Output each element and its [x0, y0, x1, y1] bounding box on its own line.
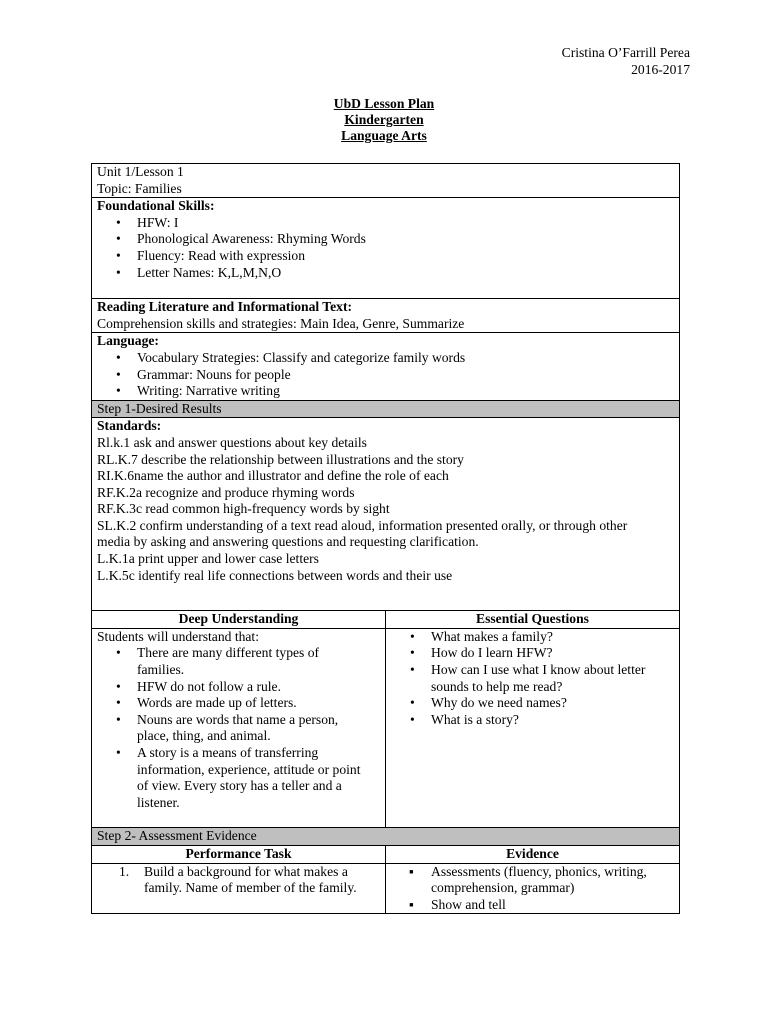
- performance-task-list: [97, 864, 380, 897]
- foundational-row: [92, 198, 680, 299]
- step2-row: [92, 828, 680, 846]
- essential-questions-heading: Essential Questions: [386, 611, 680, 629]
- reading-cell: [92, 299, 680, 333]
- list-item: • Vocabulary Strategies: Classify and categorize family words: [137, 350, 674, 367]
- list-item: ▪ Assessments (fluency, phonics, writing, comprehension, grammar): [431, 864, 674, 897]
- standard-line: Rl.k.1 ask and answer questions about key details: [97, 434, 367, 450]
- deep-understanding-heading: Deep Understanding: [92, 611, 386, 629]
- author-name: Cristina O’Farrill Perea: [561, 45, 690, 60]
- list-item: • Writing: Narrative writing: [137, 383, 674, 400]
- language-cell: [92, 333, 680, 400]
- foundational-list: [97, 215, 674, 281]
- title-line-2: Kindergarten: [344, 112, 424, 127]
- language-heading: Language:: [97, 333, 159, 349]
- standards-row: [92, 418, 680, 611]
- document-header: [562, 44, 690, 78]
- list-item: 1. Build a background for what makes a family. Name of member of the family.: [119, 863, 357, 896]
- list-item: • A story is a means of transferring information, experience, attitude or point of view. Every story has a teller and a listener.: [137, 745, 380, 811]
- understanding-header-row: [92, 611, 680, 629]
- step1-label: Step 1-Desired Results: [92, 400, 680, 418]
- list-item: • Why do we need names?: [431, 695, 674, 712]
- deep-understanding-intro: Students will understand that:: [97, 628, 259, 644]
- list-item: • Words are made up of letters.: [137, 695, 380, 712]
- standards-cell: [92, 418, 680, 611]
- standard-line: RI.K.6name the author and illustrator and define the role of each: [97, 468, 449, 484]
- list-item: • What makes a family?: [431, 629, 674, 646]
- evidence-heading: Evidence: [386, 845, 680, 863]
- essential-questions-cell: [386, 628, 680, 828]
- standard-line: RF.K.2a recognize and produce rhyming words: [97, 484, 355, 500]
- step1-row: [92, 400, 680, 418]
- list-item: • What is a story?: [431, 712, 674, 729]
- reading-row: [92, 299, 680, 333]
- deep-understanding-list: [97, 645, 380, 811]
- standard-line: RF.K.3c read common high-frequency words by sight: [97, 501, 390, 517]
- evidence-cell: [386, 863, 680, 914]
- reading-text: Comprehension skills and strategies: Main Idea, Genre, Summarize: [97, 315, 465, 331]
- performance-task-heading: Performance Task: [92, 845, 386, 863]
- title-line-3: Language Arts: [341, 128, 427, 143]
- unit-lesson: Unit 1/Lesson 1: [97, 164, 184, 179]
- unit-row: [92, 164, 680, 198]
- list-item: • Grammar: Nouns for people: [137, 367, 674, 384]
- essential-questions-list: [391, 629, 674, 729]
- item-number: 1.: [119, 863, 130, 879]
- list-item: • Letter Names: K,L,M,N,O: [137, 265, 674, 282]
- list-item: • Fluency: Read with expression: [137, 248, 674, 265]
- unit-topic: Topic: Families: [97, 180, 182, 196]
- evidence-list: [391, 864, 674, 914]
- document-title: [0, 96, 768, 144]
- standard-line: SL.K.2 confirm understanding of a text read aloud, information presented orally, or through other: [97, 517, 628, 533]
- list-item: • Nouns are words that name a person, place, thing, and animal.: [137, 712, 380, 745]
- standard-line: media by asking and answering questions and requesting clarification.: [97, 534, 479, 550]
- language-list: [97, 350, 674, 400]
- title-line-1: UbD Lesson Plan: [333, 96, 435, 111]
- lesson-plan-table: [91, 163, 680, 914]
- language-row: [92, 333, 680, 400]
- deep-understanding-cell: [92, 628, 386, 828]
- performance-task-cell: [92, 863, 386, 914]
- standard-line: RL.K.7 describe the relationship between illustrations and the story: [97, 451, 464, 467]
- list-item: • Phonological Awareness: Rhyming Words: [137, 231, 674, 248]
- list-item: ▪ Show and tell: [431, 897, 674, 914]
- list-item: • How can I use what I know about letter sounds to help me read?: [431, 662, 674, 695]
- step2-label: Step 2- Assessment Evidence: [92, 828, 680, 846]
- foundational-cell: [92, 198, 680, 299]
- list-item: • There are many different types of families.: [137, 645, 380, 678]
- understanding-row: [92, 628, 680, 828]
- standards-heading: Standards:: [97, 418, 162, 434]
- foundational-heading: Foundational Skills:: [97, 198, 215, 214]
- reading-heading: Reading Literature and Informational Text:: [97, 299, 353, 315]
- standard-line: L.K.5c identify real life connections between words and their use: [97, 567, 453, 583]
- list-item: • HFW: I: [137, 215, 674, 232]
- standard-line: L.K.1a print upper and lower case letters: [97, 551, 319, 567]
- school-year: 2016-2017: [631, 62, 690, 77]
- list-item: • How do I learn HFW?: [431, 645, 674, 662]
- unit-cell: [92, 164, 680, 198]
- list-item: • HFW do not follow a rule.: [137, 679, 380, 696]
- assessment-header-row: [92, 845, 680, 863]
- assessment-row: [92, 863, 680, 914]
